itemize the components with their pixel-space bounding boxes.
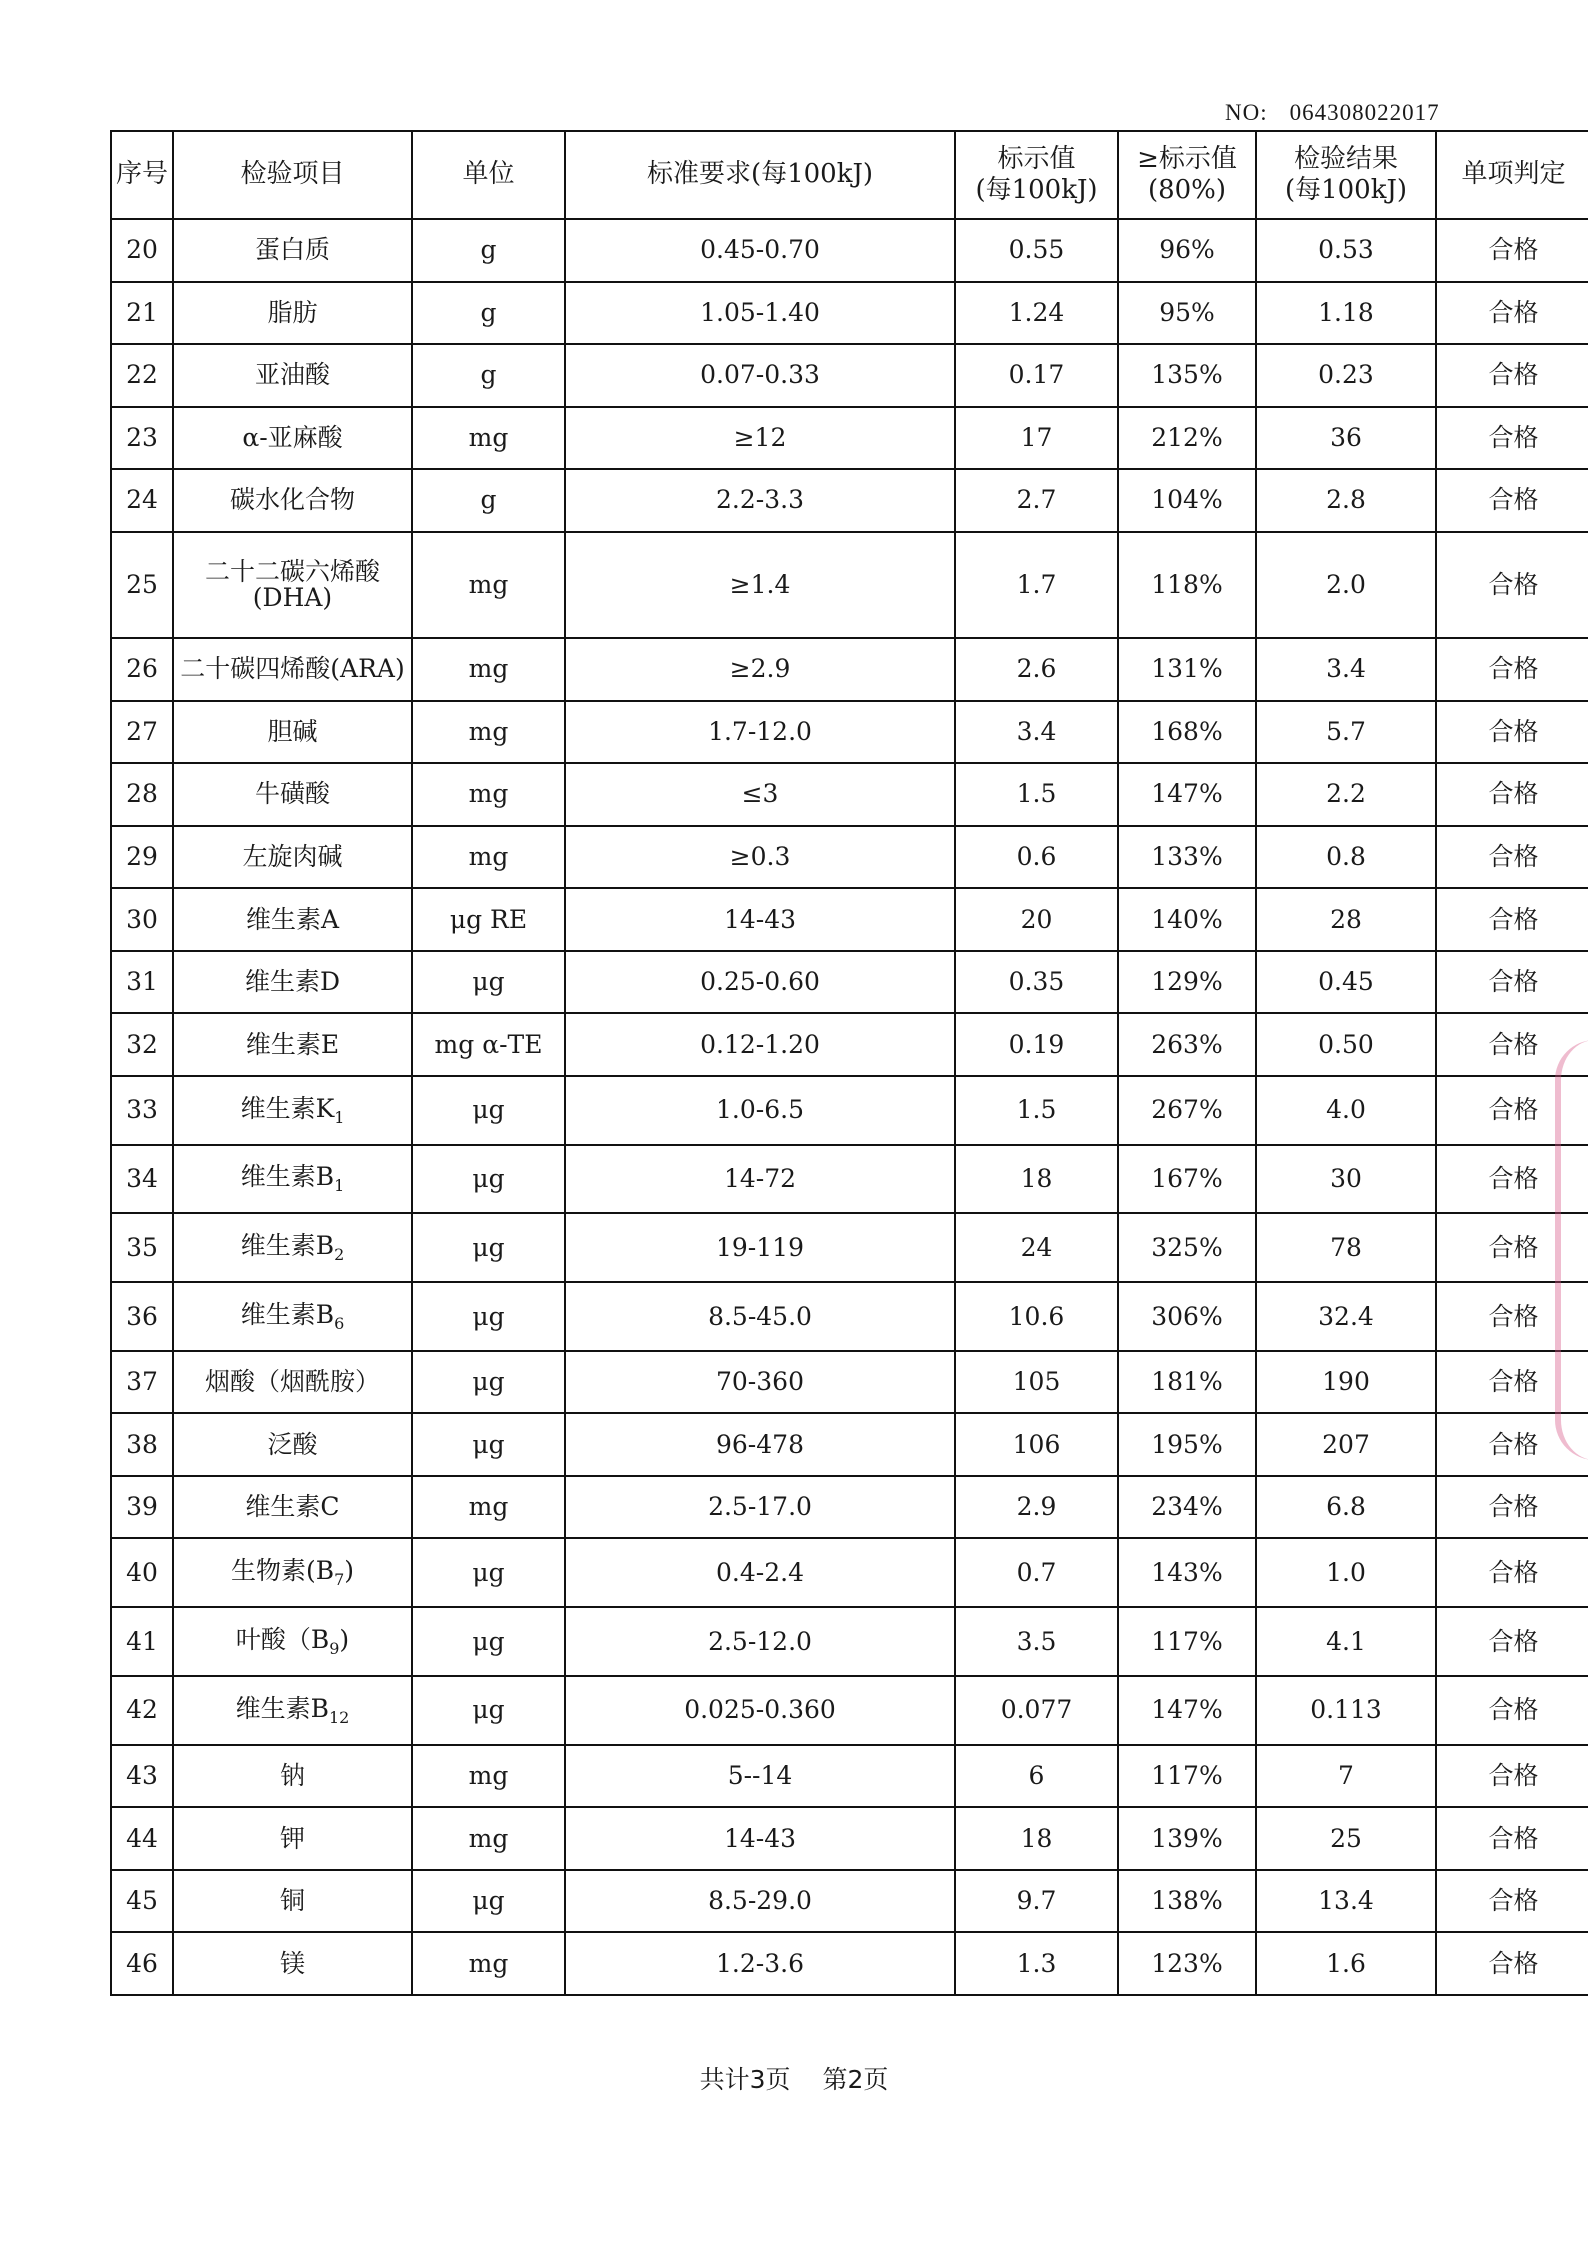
label-value: 17 — [955, 407, 1118, 470]
item-name: 钠 — [173, 1745, 412, 1808]
verdict: 合格 — [1436, 1076, 1588, 1145]
table-row — [111, 888, 1588, 951]
table-row — [111, 1745, 1588, 1808]
percent-of-label: 263% — [1118, 1013, 1256, 1076]
percent-of-label: 133% — [1118, 826, 1256, 889]
row-number: 41 — [111, 1607, 173, 1676]
standard-requirement: 1.7-12.0 — [565, 701, 955, 764]
standard-requirement: 0.45-0.70 — [565, 219, 955, 282]
test-result: 0.53 — [1256, 219, 1436, 282]
verdict: 合格 — [1436, 532, 1588, 639]
label-value: 3.5 — [955, 1607, 1118, 1676]
label-value: 1.3 — [955, 1932, 1118, 1995]
label-value: 1.24 — [955, 282, 1118, 345]
row-number: 39 — [111, 1476, 173, 1539]
test-result: 0.50 — [1256, 1013, 1436, 1076]
unit: mg — [412, 638, 565, 701]
row-number: 21 — [111, 282, 173, 345]
item-name: 二十二碳六烯酸 (DHA) — [173, 532, 412, 639]
verdict: 合格 — [1436, 638, 1588, 701]
standard-requirement: 2.2-3.3 — [565, 469, 955, 532]
verdict: 合格 — [1436, 763, 1588, 826]
standard-requirement: ≥2.9 — [565, 638, 955, 701]
item-name: 左旋肉碱 — [173, 826, 412, 889]
unit: mg — [412, 532, 565, 639]
item-name: 泛酸 — [173, 1413, 412, 1476]
verdict: 合格 — [1436, 1282, 1588, 1351]
table-row — [111, 469, 1588, 532]
standard-requirement: 14-72 — [565, 1145, 955, 1214]
table-row — [111, 1932, 1588, 1995]
row-number: 44 — [111, 1807, 173, 1870]
label-value: 0.6 — [955, 826, 1118, 889]
verdict: 合格 — [1436, 888, 1588, 951]
table-row — [111, 219, 1588, 282]
standard-requirement: 2.5-12.0 — [565, 1607, 955, 1676]
verdict: 合格 — [1436, 344, 1588, 407]
standard-requirement: 14-43 — [565, 888, 955, 951]
item-name: 烟酸（烟酰胺） — [173, 1351, 412, 1414]
row-number: 31 — [111, 951, 173, 1014]
row-number: 45 — [111, 1870, 173, 1933]
report-number-value: 064308022017 — [1289, 100, 1440, 125]
table-row — [111, 1351, 1588, 1414]
verdict: 合格 — [1436, 1538, 1588, 1607]
standard-requirement: 0.025-0.360 — [565, 1676, 955, 1745]
verdict: 合格 — [1436, 1807, 1588, 1870]
verdict: 合格 — [1436, 1870, 1588, 1933]
label-value: 20 — [955, 888, 1118, 951]
subscript: 9 — [329, 1639, 340, 1658]
test-result: 207 — [1256, 1413, 1436, 1476]
table-row — [111, 1807, 1588, 1870]
verdict: 合格 — [1436, 1476, 1588, 1539]
report-number — [1225, 100, 1440, 126]
percent-of-label: 140% — [1118, 888, 1256, 951]
table-row — [111, 951, 1588, 1014]
row-number: 20 — [111, 219, 173, 282]
test-result: 0.8 — [1256, 826, 1436, 889]
unit: g — [412, 282, 565, 345]
item-name: 生物素$(B_7)$ — [173, 1538, 412, 1607]
standard-requirement: ≤3 — [565, 763, 955, 826]
unit: mg — [412, 826, 565, 889]
row-number: 24 — [111, 469, 173, 532]
test-result: 0.113 — [1256, 1676, 1436, 1745]
verdict: 合格 — [1436, 1213, 1588, 1282]
percent-of-label: 118% — [1118, 532, 1256, 639]
label-value: 9.7 — [955, 1870, 1118, 1933]
label-value: 0.17 — [955, 344, 1118, 407]
test-result: 0.45 — [1256, 951, 1436, 1014]
verdict: 合格 — [1436, 1676, 1588, 1745]
row-number: 38 — [111, 1413, 173, 1476]
subscript: 1 — [334, 1176, 345, 1196]
subscript: 12 — [329, 1707, 350, 1727]
verdict: 合格 — [1436, 1145, 1588, 1214]
row-number: 25 — [111, 532, 173, 639]
verdict: 合格 — [1436, 1607, 1588, 1676]
table-row — [111, 1013, 1588, 1076]
col-header-result: 检验结果 (每100kJ) — [1256, 131, 1436, 219]
table-row — [111, 638, 1588, 701]
verdict: 合格 — [1436, 1013, 1588, 1076]
item-name: 维生素E — [173, 1013, 412, 1076]
label-value: 1.7 — [955, 532, 1118, 639]
row-number: 43 — [111, 1745, 173, 1808]
verdict: 合格 — [1436, 1745, 1588, 1808]
table-row — [111, 1476, 1588, 1539]
row-number: 37 — [111, 1351, 173, 1414]
test-result: 0.23 — [1256, 344, 1436, 407]
verdict: 合格 — [1436, 701, 1588, 764]
footer-total-pages: 共计3页 — [699, 2065, 791, 2094]
label-value: 2.9 — [955, 1476, 1118, 1539]
standard-requirement: ≥1.4 — [565, 532, 955, 639]
label-value: 24 — [955, 1213, 1118, 1282]
percent-of-label: 181% — [1118, 1351, 1256, 1414]
report-number-label: NO: — [1225, 100, 1268, 125]
table-row — [111, 407, 1588, 470]
item-name: 维生素D — [173, 951, 412, 1014]
percent-of-label: 117% — [1118, 1607, 1256, 1676]
col-header-percent: ≥标示值 (80%) — [1118, 131, 1256, 219]
verdict: 合格 — [1436, 1932, 1588, 1995]
percent-of-label: 96% — [1118, 219, 1256, 282]
test-result: 13.4 — [1256, 1870, 1436, 1933]
item-name: 维生素$B_2$ — [173, 1213, 412, 1282]
unit: mg — [412, 701, 565, 764]
percent-of-label: 167% — [1118, 1145, 1256, 1214]
item-name: 二十碳四烯酸(ARA) — [173, 638, 412, 701]
label-value: 105 — [955, 1351, 1118, 1414]
percent-of-label: 95% — [1118, 282, 1256, 345]
subscript: 6 — [334, 1313, 345, 1333]
percent-of-label: 135% — [1118, 344, 1256, 407]
unit: g — [412, 344, 565, 407]
table-row — [111, 1607, 1588, 1676]
percent-of-label: 234% — [1118, 1476, 1256, 1539]
item-name: 牛磺酸 — [173, 763, 412, 826]
test-result: 30 — [1256, 1145, 1436, 1214]
unit: μg — [412, 1145, 565, 1214]
percent-of-label: 147% — [1118, 763, 1256, 826]
row-number: 29 — [111, 826, 173, 889]
unit: μg — [412, 1282, 565, 1351]
table-row — [111, 1076, 1588, 1145]
standard-requirement: 8.5-45.0 — [565, 1282, 955, 1351]
table-row — [111, 1282, 1588, 1351]
row-number: 33 — [111, 1076, 173, 1145]
col-header-unit: 单位 — [412, 131, 565, 219]
table-row — [111, 763, 1588, 826]
label-value: 10.6 — [955, 1282, 1118, 1351]
test-result: 25 — [1256, 1807, 1436, 1870]
percent-of-label: 267% — [1118, 1076, 1256, 1145]
unit: mg — [412, 1745, 565, 1808]
standard-requirement: 0.07-0.33 — [565, 344, 955, 407]
unit: μg — [412, 1676, 565, 1745]
standard-requirement: 70-360 — [565, 1351, 955, 1414]
col-header-item: 检验项目 — [173, 131, 412, 219]
verdict: 合格 — [1436, 1413, 1588, 1476]
label-value: 0.19 — [955, 1013, 1118, 1076]
test-result: 4.1 — [1256, 1607, 1436, 1676]
verdict: 合格 — [1436, 219, 1588, 282]
item-name: 维生素$K_1$ — [173, 1076, 412, 1145]
col-header-label-value: 标示值 (每100kJ) — [955, 131, 1118, 219]
test-result: 36 — [1256, 407, 1436, 470]
table-row — [111, 1676, 1588, 1745]
row-number: 26 — [111, 638, 173, 701]
label-value: 1.5 — [955, 763, 1118, 826]
test-result: 32.4 — [1256, 1282, 1436, 1351]
item-name: 胆碱 — [173, 701, 412, 764]
label-value: 2.6 — [955, 638, 1118, 701]
table-row — [111, 1213, 1588, 1282]
row-number: 30 — [111, 888, 173, 951]
item-name: 镁 — [173, 1932, 412, 1995]
unit: μg — [412, 951, 565, 1014]
label-value: 0.55 — [955, 219, 1118, 282]
label-value: 18 — [955, 1807, 1118, 1870]
unit: mg — [412, 407, 565, 470]
table-row — [111, 701, 1588, 764]
test-result: 190 — [1256, 1351, 1436, 1414]
label-value: 6 — [955, 1745, 1118, 1808]
unit: μg RE — [412, 888, 565, 951]
item-name: 维生素$B_6$ — [173, 1282, 412, 1351]
row-number: 42 — [111, 1676, 173, 1745]
table-row — [111, 826, 1588, 889]
col-header-no: 序号 — [111, 131, 173, 219]
table-row — [111, 344, 1588, 407]
standard-requirement: 96-478 — [565, 1413, 955, 1476]
row-number: 36 — [111, 1282, 173, 1351]
standard-requirement: 0.25-0.60 — [565, 951, 955, 1014]
item-name: 维生素A — [173, 888, 412, 951]
unit: μg — [412, 1076, 565, 1145]
percent-of-label: 139% — [1118, 1807, 1256, 1870]
standard-requirement: 1.0-6.5 — [565, 1076, 955, 1145]
test-result: 1.18 — [1256, 282, 1436, 345]
table-row — [111, 1413, 1588, 1476]
test-result: 2.2 — [1256, 763, 1436, 826]
percent-of-label: 212% — [1118, 407, 1256, 470]
test-result: 28 — [1256, 888, 1436, 951]
row-number: 27 — [111, 701, 173, 764]
item-name: 亚油酸 — [173, 344, 412, 407]
row-number: 23 — [111, 407, 173, 470]
row-number: 32 — [111, 1013, 173, 1076]
percent-of-label: 168% — [1118, 701, 1256, 764]
table-row — [111, 1145, 1588, 1214]
standard-requirement: ≥12 — [565, 407, 955, 470]
subscript: 2 — [334, 1245, 345, 1265]
test-result: 5.7 — [1256, 701, 1436, 764]
test-result: 1.6 — [1256, 1932, 1436, 1995]
unit: μg — [412, 1413, 565, 1476]
percent-of-label: 195% — [1118, 1413, 1256, 1476]
label-value: 0.35 — [955, 951, 1118, 1014]
unit: μg — [412, 1607, 565, 1676]
row-number: 22 — [111, 344, 173, 407]
row-number: 46 — [111, 1932, 173, 1995]
label-value: 2.7 — [955, 469, 1118, 532]
standard-requirement: 14-43 — [565, 1807, 955, 1870]
standard-requirement: 1.2-3.6 — [565, 1932, 955, 1995]
item-name: 叶酸$(B_9)$ — [173, 1607, 412, 1676]
item-name: 铜 — [173, 1870, 412, 1933]
verdict: 合格 — [1436, 407, 1588, 470]
table-header-row — [111, 131, 1588, 219]
percent-of-label: 147% — [1118, 1676, 1256, 1745]
percent-of-label: 129% — [1118, 951, 1256, 1014]
row-number: 34 — [111, 1145, 173, 1214]
percent-of-label: 143% — [1118, 1538, 1256, 1607]
verdict: 合格 — [1436, 282, 1588, 345]
item-name: α-亚麻酸 — [173, 407, 412, 470]
row-number: 28 — [111, 763, 173, 826]
inspection-results-table — [110, 130, 1588, 1996]
table-row — [111, 282, 1588, 345]
percent-of-label: 306% — [1118, 1282, 1256, 1351]
unit: g — [412, 219, 565, 282]
unit: g — [412, 469, 565, 532]
standard-requirement: 1.05-1.40 — [565, 282, 955, 345]
label-value: 0.7 — [955, 1538, 1118, 1607]
item-name: 维生素$B_1$ — [173, 1145, 412, 1214]
table-body — [111, 219, 1588, 1995]
item-name: 脂肪 — [173, 282, 412, 345]
unit: μg — [412, 1351, 565, 1414]
percent-of-label: 325% — [1118, 1213, 1256, 1282]
subscript: 7 — [334, 1570, 345, 1590]
label-value: 3.4 — [955, 701, 1118, 764]
red-seal-edge — [1555, 1040, 1588, 1460]
row-number: 35 — [111, 1213, 173, 1282]
unit: mg α-TE — [412, 1013, 565, 1076]
table-row — [111, 1870, 1588, 1933]
standard-requirement: 19-119 — [565, 1213, 955, 1282]
percent-of-label: 131% — [1118, 638, 1256, 701]
verdict: 合格 — [1436, 826, 1588, 889]
unit: mg — [412, 1476, 565, 1539]
test-result: 3.4 — [1256, 638, 1436, 701]
test-result: 78 — [1256, 1213, 1436, 1282]
unit: mg — [412, 1932, 565, 1995]
test-result: 6.8 — [1256, 1476, 1436, 1539]
standard-requirement: ≥0.3 — [565, 826, 955, 889]
standard-requirement: 2.5-17.0 — [565, 1476, 955, 1539]
test-result: 1.0 — [1256, 1538, 1436, 1607]
label-value: 1.5 — [955, 1076, 1118, 1145]
col-header-verdict: 单项判定 — [1436, 131, 1588, 219]
standard-requirement: 0.4-2.4 — [565, 1538, 955, 1607]
percent-of-label: 117% — [1118, 1745, 1256, 1808]
table-row — [111, 1538, 1588, 1607]
label-value: 0.077 — [955, 1676, 1118, 1745]
unit: μg — [412, 1538, 565, 1607]
col-header-standard: 标准要求(每100kJ) — [565, 131, 955, 219]
standard-requirement: 8.5-29.0 — [565, 1870, 955, 1933]
item-name: 碳水化合物 — [173, 469, 412, 532]
verdict: 合格 — [1436, 469, 1588, 532]
item-name: 维生素C — [173, 1476, 412, 1539]
label-value: 18 — [955, 1145, 1118, 1214]
table-row — [111, 532, 1588, 639]
unit: μg — [412, 1213, 565, 1282]
unit: mg — [412, 763, 565, 826]
item-name: 钾 — [173, 1807, 412, 1870]
test-result: 7 — [1256, 1745, 1436, 1808]
percent-of-label: 104% — [1118, 469, 1256, 532]
test-result: 2.0 — [1256, 532, 1436, 639]
label-value: 106 — [955, 1413, 1118, 1476]
item-name: 维生素$B_{12}$ — [173, 1676, 412, 1745]
test-result: 4.0 — [1256, 1076, 1436, 1145]
test-result: 2.8 — [1256, 469, 1436, 532]
footer-current-page: 第2页 — [822, 2065, 889, 2094]
standard-requirement: 0.12-1.20 — [565, 1013, 955, 1076]
row-number: 40 — [111, 1538, 173, 1607]
percent-of-label: 123% — [1118, 1932, 1256, 1995]
percent-of-label: 138% — [1118, 1870, 1256, 1933]
page-footer — [0, 2060, 1588, 2096]
unit: μg — [412, 1870, 565, 1933]
verdict: 合格 — [1436, 951, 1588, 1014]
item-name: 蛋白质 — [173, 219, 412, 282]
subscript: 1 — [334, 1107, 345, 1127]
unit: mg — [412, 1807, 565, 1870]
standard-requirement: 5--14 — [565, 1745, 955, 1808]
verdict: 合格 — [1436, 1351, 1588, 1414]
